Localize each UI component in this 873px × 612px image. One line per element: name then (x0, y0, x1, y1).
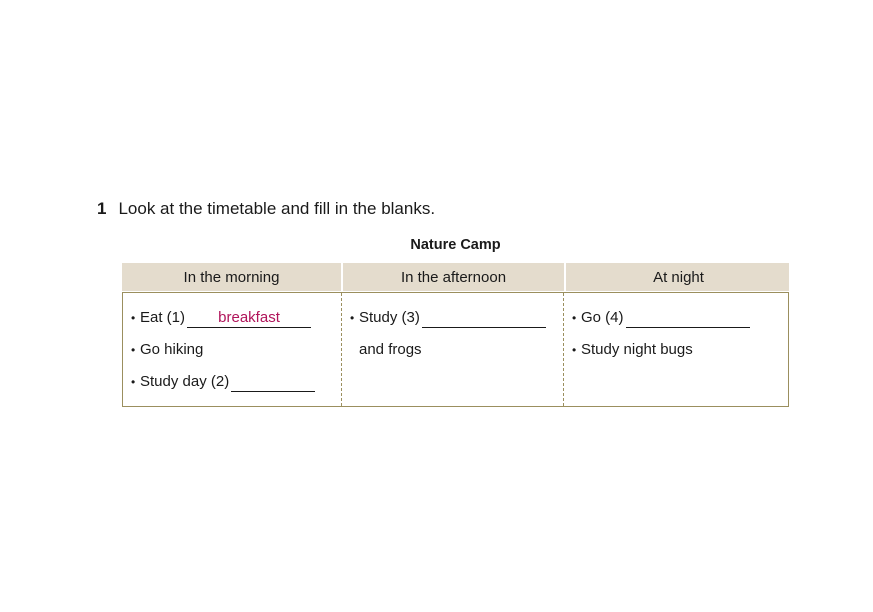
night-item-2-label: Study night bugs (581, 341, 693, 358)
bullet: • (572, 311, 577, 325)
morning-item-2 (123, 341, 341, 373)
morning-item-3-label: Study day (2) (140, 373, 230, 390)
morning-item-2-label: Go hiking (140, 341, 204, 358)
night-column (564, 293, 788, 406)
exercise-instruction (97, 199, 435, 219)
instruction-text: Look at the timetable and fill in the blanks. (118, 199, 436, 218)
bullet: • (131, 311, 136, 325)
afternoon-column (342, 293, 564, 406)
blank-1-answer[interactable]: breakfast (187, 309, 311, 328)
timetable-body (122, 292, 789, 407)
night-item-1 (564, 309, 788, 341)
header-morning: In the morning (122, 263, 343, 291)
morning-item-3 (123, 373, 341, 405)
timetable-title: Nature Camp (410, 237, 501, 253)
blank-4[interactable] (626, 309, 750, 328)
night-item-1-label: Go (4) (581, 309, 624, 326)
afternoon-item-1 (342, 309, 563, 341)
bullet: • (572, 343, 577, 357)
timetable-header (122, 263, 789, 291)
blank-2[interactable] (231, 373, 315, 392)
bullet: • (131, 343, 136, 357)
night-item-2 (564, 341, 788, 373)
morning-column (123, 293, 342, 406)
morning-item-1-label: Eat (1) (140, 309, 186, 326)
exercise-number: 1 (97, 199, 107, 218)
morning-item-1 (123, 309, 341, 341)
header-afternoon: In the afternoon (343, 263, 566, 291)
afternoon-item-1-label: Study (3) (359, 309, 420, 326)
header-night: At night (653, 268, 704, 286)
afternoon-item-1-continued: and frogs (359, 341, 422, 358)
blank-3[interactable] (422, 309, 546, 328)
bullet: • (350, 311, 355, 325)
bullet: • (131, 375, 136, 389)
